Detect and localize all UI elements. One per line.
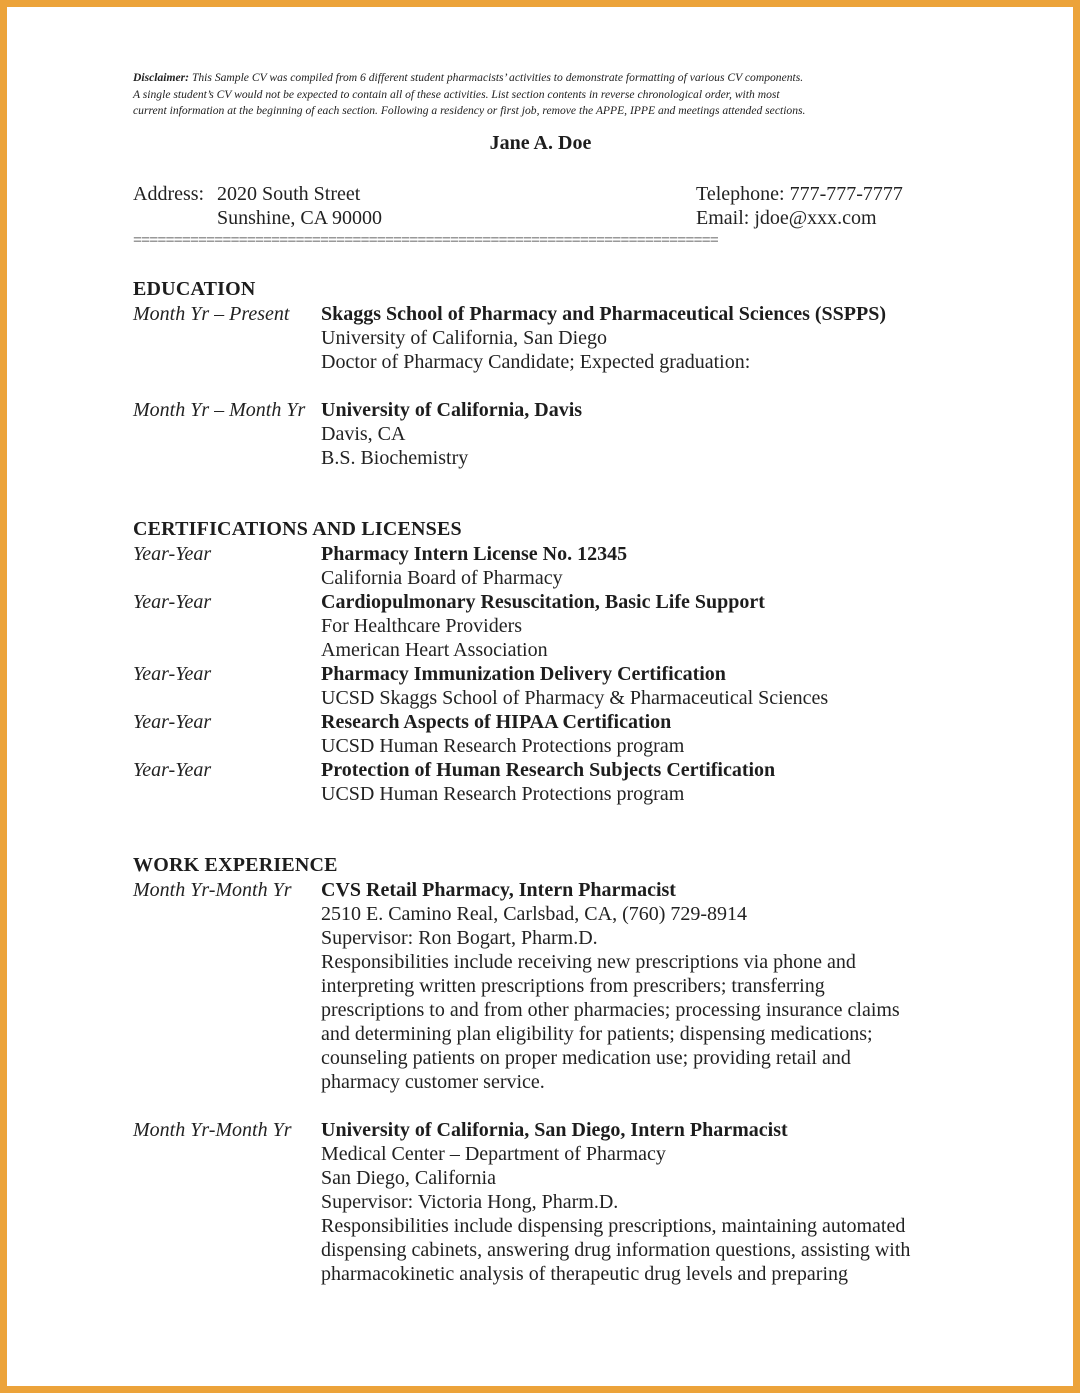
entry-line: Supervisor: Victoria Hong, Pharm.D. bbox=[321, 1191, 619, 1213]
entry-date: Year-Year bbox=[133, 663, 212, 685]
entry-line: For Healthcare Providers bbox=[321, 615, 523, 637]
responsibility-line: pharmacy customer service. bbox=[321, 1071, 545, 1093]
cv-document bbox=[133, 70, 948, 1285]
entry-line: Medical Center – Department of Pharmacy bbox=[321, 1143, 666, 1165]
entry-date: Month Yr-Month Yr bbox=[133, 879, 292, 901]
disclaimer-line-2: A single student’s CV would not be expected to contain all of these activities. List section contents in reverse chronological order, with most bbox=[133, 87, 780, 101]
entry-date: Month Yr – Month Yr bbox=[133, 399, 306, 421]
disclaimer-line-1: This Sample CV was compiled from 6 different student pharmacists’ activities to demonstrate formatting of various CV components. bbox=[191, 71, 804, 84]
entry-line: UCSD Skaggs School of Pharmacy & Pharmaceutical Sciences bbox=[321, 687, 829, 709]
entry-title: CVS Retail Pharmacy, Intern Pharmacist bbox=[321, 879, 676, 901]
entry-title: Pharmacy Intern License No. 12345 bbox=[321, 543, 628, 565]
address-label: Address: bbox=[133, 183, 205, 205]
entry-line: American Heart Association bbox=[321, 639, 548, 661]
candidate-name: Jane A. Doe bbox=[489, 132, 592, 154]
entry-date: Year-Year bbox=[133, 591, 212, 613]
disclaimer bbox=[133, 70, 948, 120]
responsibility-line: pharmacokinetic analysis of therapeutic drug levels and preparing bbox=[321, 1263, 849, 1285]
section-title-education: EDUCATION bbox=[133, 278, 256, 300]
address-line-2: Sunshine, CA 90000 bbox=[217, 207, 383, 229]
entry-title: University of California, Davis bbox=[321, 399, 583, 421]
address-line-1: 2020 South Street bbox=[217, 183, 361, 205]
entry-title: Pharmacy Immunization Delivery Certification bbox=[321, 663, 726, 685]
entry-line: California Board of Pharmacy bbox=[321, 567, 563, 589]
email: Email: jdoe@xxx.com bbox=[696, 207, 877, 229]
section-title-certifications: CERTIFICATIONS AND LICENSES bbox=[133, 518, 462, 540]
entry-line: Doctor of Pharmacy Candidate; Expected graduation: bbox=[321, 351, 751, 373]
responsibility-line: Responsibilities include receiving new prescriptions via phone and bbox=[321, 951, 856, 973]
entry-line: 2510 E. Camino Real, Carlsbad, CA, (760) 729-8914 bbox=[321, 903, 748, 925]
entry-title: University of California, San Diego, Intern Pharmacist bbox=[321, 1119, 788, 1141]
entry-title: Cardiopulmonary Resuscitation, Basic Life Support bbox=[321, 591, 765, 613]
address bbox=[133, 182, 382, 230]
responsibility-line: interpreting written prescriptions from prescribers; transferring bbox=[321, 975, 825, 997]
entry-line: UCSD Human Research Protections program bbox=[321, 735, 685, 757]
entry-line: UCSD Human Research Protections program bbox=[321, 783, 685, 805]
responsibility-line: counseling patients on proper medication use; providing retail and bbox=[321, 1047, 851, 1069]
phone-email bbox=[696, 182, 903, 230]
entry-title: Skaggs School of Pharmacy and Pharmaceutical Sciences (SSPPS) bbox=[321, 303, 886, 325]
entry-line: University of California, San Diego bbox=[321, 327, 608, 349]
responsibility-line: Responsibilities include dispensing prescriptions, maintaining automated bbox=[321, 1215, 906, 1237]
entry-line: Davis, CA bbox=[321, 423, 406, 445]
entry-line: B.S. Biochemistry bbox=[321, 447, 469, 469]
section-title-work-experience: WORK EXPERIENCE bbox=[133, 854, 338, 876]
entry-title: Protection of Human Research Subjects Certification bbox=[321, 759, 776, 781]
entry-date: Year-Year bbox=[133, 543, 212, 565]
responsibility-line: prescriptions to and from other pharmacies; processing insurance claims bbox=[321, 999, 900, 1021]
entry-date: Month Yr-Month Yr bbox=[133, 1119, 292, 1141]
disclaimer-line-3: current information at the beginning of each section. Following a residency or first job, remove the APPE, IPPE and meetings attended sections. bbox=[133, 104, 806, 117]
responsibility-line: and determining plan eligibility for patients; dispensing medications; bbox=[321, 1023, 873, 1045]
entry-title: Research Aspects of HIPAA Certification bbox=[321, 711, 672, 733]
entry-line: Supervisor: Ron Bogart, Pharm.D. bbox=[321, 927, 598, 949]
responsibility-line: dispensing cabinets, answering drug information questions, assisting with bbox=[321, 1239, 911, 1261]
disclaimer-label: Disclaimer: bbox=[133, 71, 190, 84]
separator-rule: ======================================================================== bbox=[133, 232, 718, 249]
entry-line: San Diego, California bbox=[321, 1167, 496, 1189]
entry-date: Year-Year bbox=[133, 759, 212, 781]
telephone: Telephone: 777-777-7777 bbox=[696, 183, 903, 205]
entry-date: Month Yr – Present bbox=[133, 303, 290, 325]
entry-date: Year-Year bbox=[133, 711, 212, 733]
